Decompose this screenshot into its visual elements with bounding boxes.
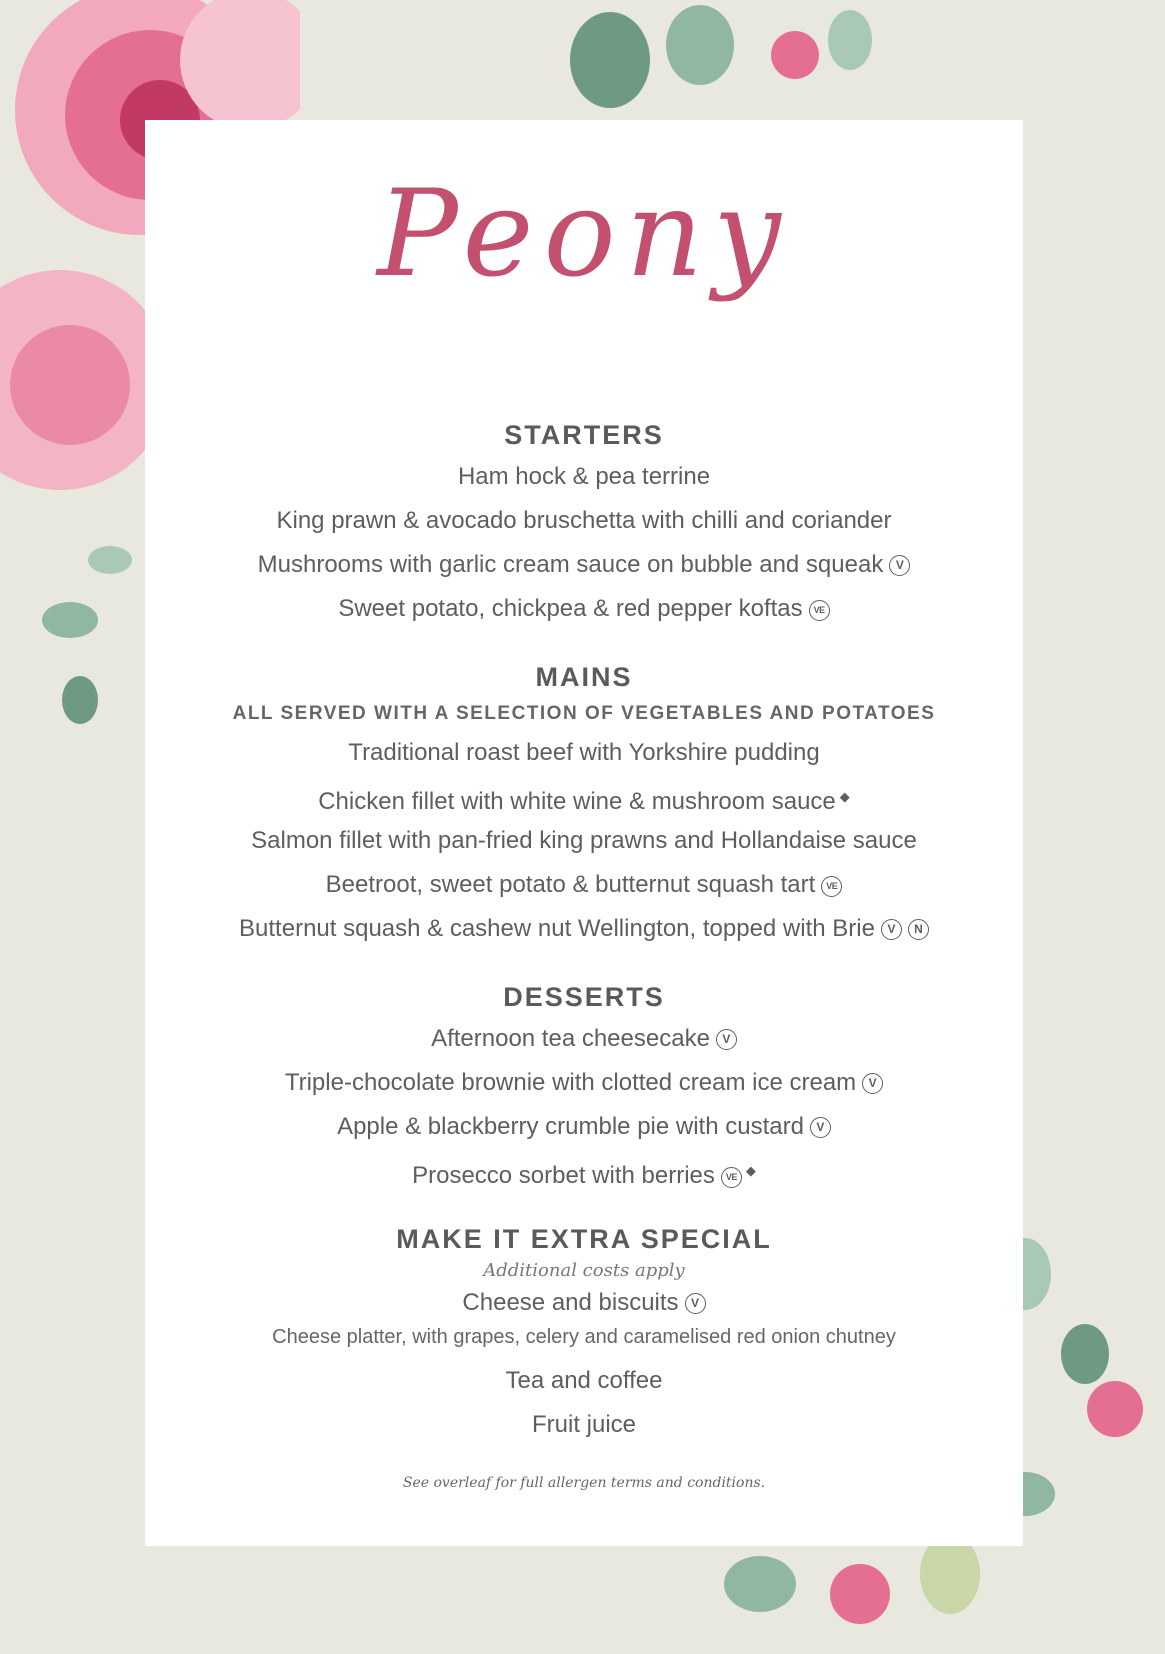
menu-item: Chicken fillet with white wine & mushroom sauce ◆: [318, 788, 850, 815]
vegan-badge-icon: VE: [821, 876, 842, 897]
menu-item: Tea and coffee: [505, 1367, 663, 1394]
menu-content: [145, 415, 1023, 1491]
mains-note: ALL SERVED WITH A SELECTION OF VEGETABLES AND POTATOES: [232, 703, 936, 724]
menu-item: Fruit juice: [531, 1411, 637, 1438]
menu-item: Prosecco sorbet with berries VE ◆: [412, 1162, 756, 1189]
menu-item: Afternoon tea cheesecake V: [145, 1017, 1023, 1061]
section-title-mains: MAINS: [535, 662, 633, 692]
menu-item: Apple & blackberry crumble pie with custard V: [145, 1105, 1023, 1149]
menu-item: Ham hock & pea terrine: [457, 463, 711, 490]
additional-costs-note: Additional costs apply: [483, 1260, 685, 1281]
menu-item: Cheese and biscuits V: [145, 1283, 1023, 1323]
vegan-badge-icon: VE: [721, 1167, 742, 1188]
vegetarian-badge-icon: V: [862, 1073, 883, 1094]
vegan-badge-icon: VE: [809, 600, 830, 621]
brand-logo: Peony: [377, 165, 791, 304]
menu-item: Salmon fillet with pan-fried king prawns and Hollandaise sauce: [251, 827, 917, 854]
section-title-desserts: DESSERTS: [503, 982, 665, 1012]
eucalyptus-leaves-top-decoration: [560, 0, 880, 140]
menu-item: Triple-chocolate brownie with clotted cream ice cream V: [145, 1061, 1023, 1105]
menu-item: Sweet potato, chickpea & red pepper koftas VE: [145, 587, 1023, 631]
vegetarian-badge-icon: V: [810, 1117, 831, 1138]
menu-item: Beetroot, sweet potato & butternut squash tart VE: [145, 863, 1023, 907]
menu-item-detail: Cheese platter, with grapes, celery and caramelised red onion chutney: [272, 1326, 896, 1348]
menu-item: King prawn & avocado bruschetta with chilli and coriander: [276, 507, 892, 534]
vegetarian-badge-icon: V: [716, 1029, 737, 1050]
nuts-badge-icon: N: [908, 919, 929, 940]
menu-item: Traditional roast beef with Yorkshire pudding: [348, 739, 820, 766]
diamond-icon: ◆: [745, 1163, 756, 1178]
section-title-starters: STARTERS: [504, 420, 664, 450]
vegetarian-badge-icon: V: [685, 1293, 706, 1314]
menu-item: Butternut squash & cashew nut Wellington, topped with Brie V N: [145, 907, 1023, 951]
menu-item: Mushrooms with garlic cream sauce on bubble and squeak V: [145, 543, 1023, 587]
diamond-icon: ◆: [839, 789, 850, 804]
section-title-extra-special: MAKE IT EXTRA SPECIAL: [396, 1224, 772, 1254]
allergen-footer-note: See overleaf for full allergen terms and conditions.: [402, 1475, 766, 1491]
vegetarian-badge-icon: V: [889, 555, 910, 576]
vegetarian-badge-icon: V: [881, 919, 902, 940]
